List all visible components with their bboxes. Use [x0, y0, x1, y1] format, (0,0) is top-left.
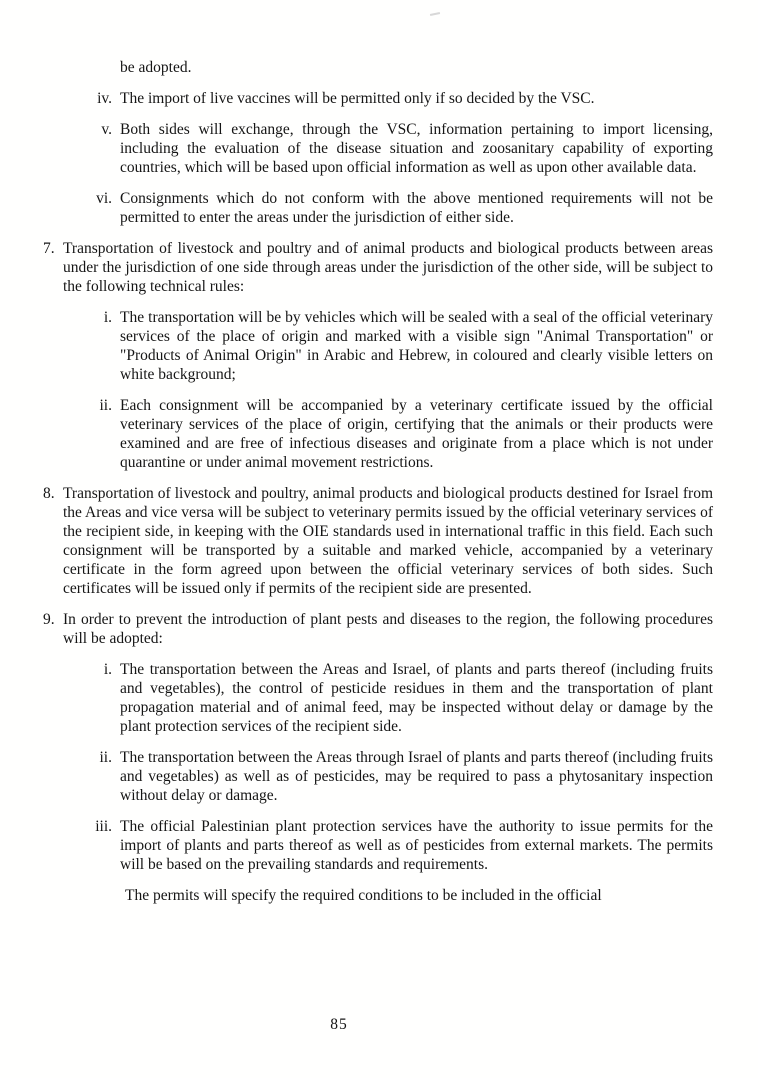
list-marker: ii.	[99, 397, 112, 414]
list-item-7-ii	[43, 396, 713, 472]
list-item-9	[43, 610, 713, 648]
list-item-text: The transportation between the Areas through Israel of plants and parts thereof (including fruits and vegetables) as well as of pesticides, may be required to pass a phytosanitary inspection without delay or damage.	[120, 749, 713, 804]
list-item-text: Transportation of livestock and poultry and of animal products and biological products between areas under the jurisdiction of one side through areas under the jurisdiction of the other side, will be subject to the following technical rules:	[63, 240, 713, 295]
list-marker: v.	[101, 121, 112, 138]
document-body	[43, 58, 713, 905]
scan-artifact	[430, 12, 440, 16]
list-marker: ii.	[99, 749, 112, 766]
list-item-vi	[43, 189, 713, 227]
page-number: 85	[330, 1016, 348, 1033]
list-marker: 9.	[43, 611, 55, 628]
list-item-text: In order to prevent the introduction of plant pests and diseases to the region, the following procedures will be adopted:	[63, 611, 713, 647]
list-marker: iii.	[95, 818, 112, 835]
list-item-9-i	[43, 660, 713, 736]
list-item-text: The official Palestinian plant protection services have the authority to issue permits for the import of plants and parts thereof as well as of pesticides from external markets. The permits will be based on the prevailing standards and requirements.	[120, 818, 713, 873]
list-marker: iv.	[97, 90, 112, 107]
list-marker: vi.	[96, 190, 112, 207]
list-item-7	[43, 239, 713, 296]
list-item-text: Transportation of livestock and poultry, animal products and biological products destined for Israel from the Areas and vice versa will be subject to veterinary permits issued by the official veterinary services of the recipient side, in keeping with the OIE standards used in international traffic in this field. Each such consignment will be transported by a suitable and marked vehicle, accompanied by a veterinary certificate in the form agreed upon between the official veterinary services of both sides. Such certificates will be issued only if permits of the recipient side are presented.	[63, 485, 713, 597]
list-item-text: Each consignment will be accompanied by a veterinary certificate issued by the official veterinary services of the place of origin, certifying that the animals or their products were examined and are free of infectious diseases and originate from a place which is not under quarantine or under animal movement restrictions.	[120, 397, 713, 471]
list-marker: i.	[103, 309, 112, 326]
paragraph-text: be adopted.	[120, 59, 192, 76]
list-item-text: Consignments which do not conform with the above mentioned requirements will not be permitted to enter the areas under the jurisdiction of either side.	[120, 190, 713, 226]
list-item-iv	[43, 89, 713, 108]
list-item-8	[43, 484, 713, 598]
list-marker: 7.	[43, 240, 55, 257]
list-item-9-iii	[43, 817, 713, 874]
list-item-v	[43, 120, 713, 177]
list-item-text: The transportation between the Areas and Israel, of plants and parts thereof (including fruits and vegetables), the control of pesticide residues in them and the transportation of plant propagation material and of animal feed, may be inspected without delay or damage by the plant protection services of the recipient side.	[120, 661, 713, 735]
list-item-text: The import of live vaccines will be permitted only if so decided by the VSC.	[120, 90, 595, 107]
list-item-text: Both sides will exchange, through the VSC, information pertaining to import licensing, including the evaluation of the disease situation and zoosanitary capability of exporting countries, which will be based upon official information as well as upon other available data.	[120, 121, 713, 176]
list-item-9-ii	[43, 748, 713, 805]
list-item-text: The transportation will be by vehicles which will be sealed with a seal of the official veterinary services of the place of origin and marked with a visible sign "Animal Transportation" or "Products of Animal Origin" in Arabic and Hebrew, in coloured and clearly visible letters on white background;	[120, 309, 713, 383]
list-marker: i.	[103, 661, 112, 678]
paragraph-continuation	[125, 886, 713, 905]
paragraph-text: The permits will specify the required conditions to be included in the official	[125, 887, 602, 904]
list-item-7-i	[43, 308, 713, 384]
paragraph-continuation	[120, 58, 713, 77]
list-marker: 8.	[43, 485, 55, 502]
